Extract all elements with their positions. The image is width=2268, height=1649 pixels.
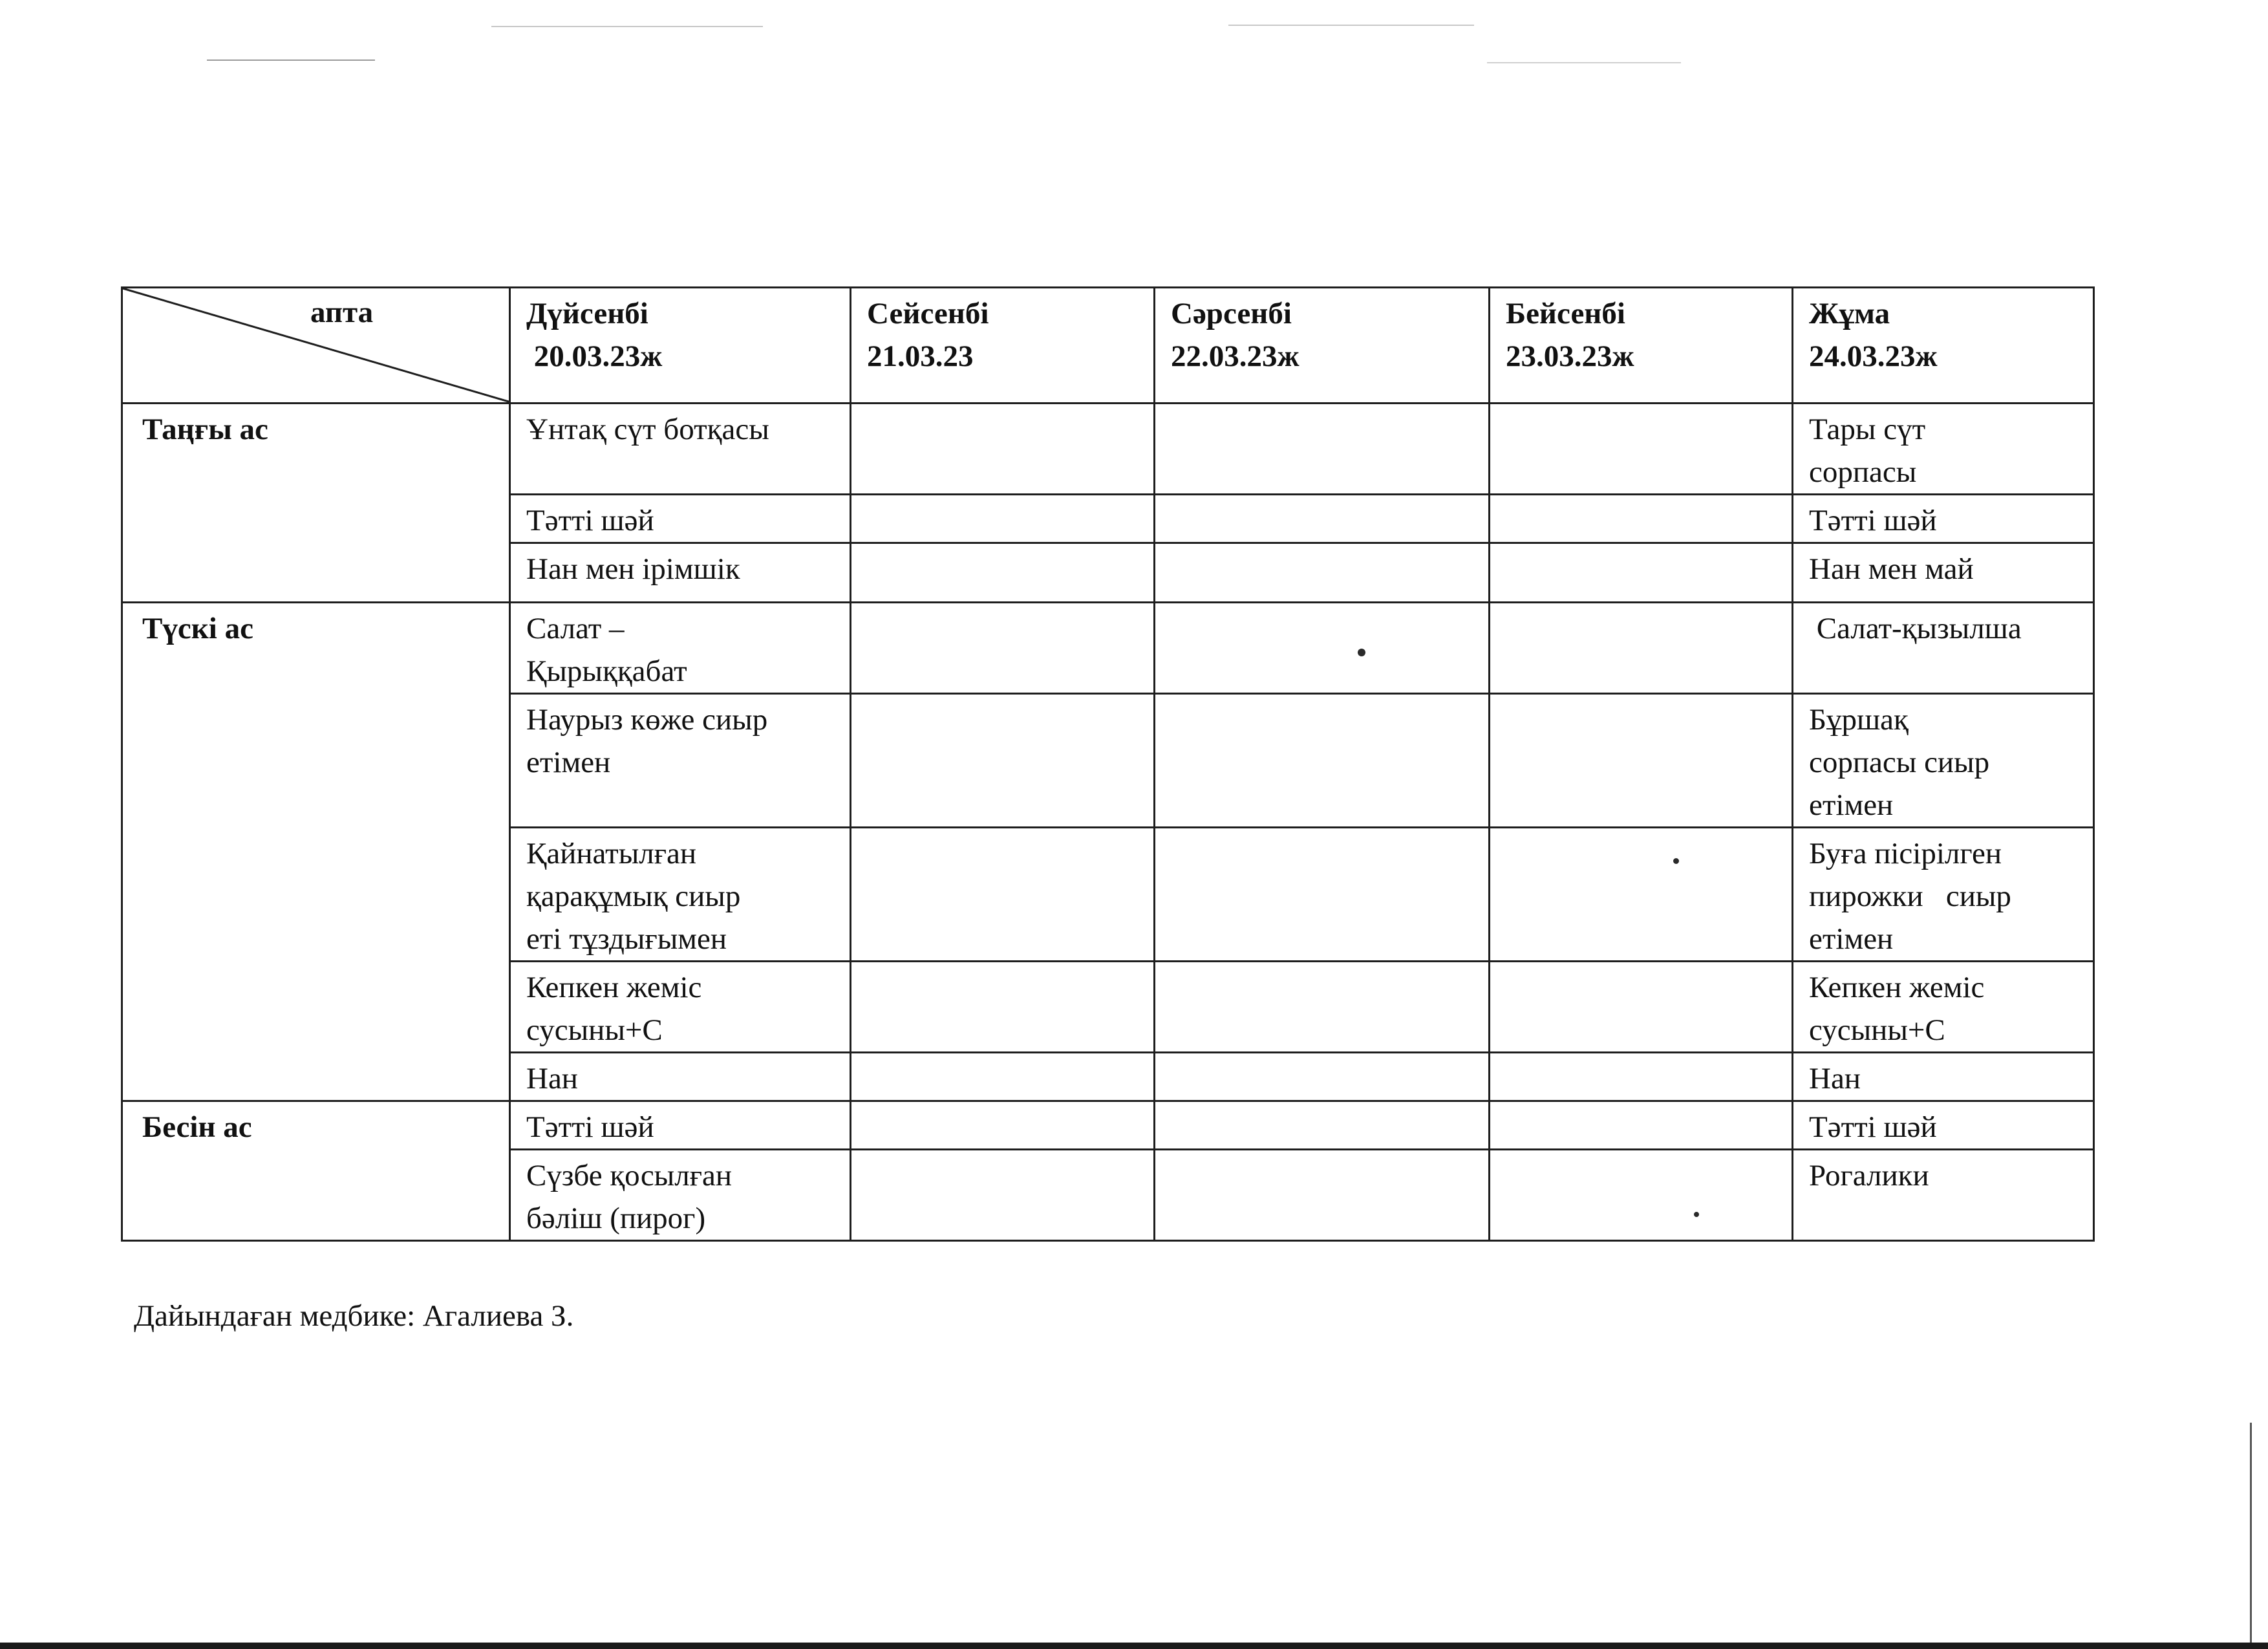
- empty-cell-thursday: [1490, 1053, 1793, 1101]
- dish-line: Тәтті шәй: [1809, 1110, 1937, 1144]
- empty-cell-tuesday: [851, 828, 1155, 962]
- dish-line: етімен: [1809, 788, 1894, 822]
- empty-cell-tuesday: [851, 962, 1155, 1053]
- day-header-wednesday: [1155, 288, 1490, 404]
- empty-cell-thursday: [1490, 962, 1793, 1053]
- dish-line: Тәтті шәй: [526, 504, 654, 537]
- day-name: Жұма: [1809, 297, 1890, 330]
- scan-right-edge: [2250, 1423, 2252, 1643]
- week-label: апта: [310, 296, 374, 329]
- dish-line: Тәтті шәй: [526, 1110, 654, 1144]
- dish-line: сорпасы: [1809, 455, 1917, 489]
- dish-cell-friday: [1793, 962, 2094, 1053]
- empty-cell-thursday: [1490, 694, 1793, 828]
- day-header-thursday: [1490, 288, 1793, 404]
- empty-cell-tuesday: [851, 603, 1155, 694]
- dish-line: Рогалики: [1809, 1159, 1929, 1192]
- empty-cell-wednesday: [1155, 694, 1490, 828]
- dish-cell-monday: [510, 828, 851, 962]
- menu-body: [122, 404, 2094, 1241]
- dish-cell-friday: [1793, 694, 2094, 828]
- empty-cell-tuesday: [851, 543, 1155, 603]
- scan-artifact-line: [1228, 25, 1474, 26]
- dish-line: Қырыққабат: [526, 654, 687, 688]
- dish-line: Буға пісірілген: [1809, 837, 2002, 870]
- empty-cell-tuesday: [851, 1053, 1155, 1101]
- dish-line: еті тұздығымен: [526, 922, 727, 956]
- dish-line: Кепкен жеміс: [526, 971, 702, 1004]
- day-name: Дүйсенбі: [526, 297, 648, 330]
- dish-line: Нан мен ірімшік: [526, 552, 740, 586]
- meal-label: Бесін ас: [122, 1101, 510, 1241]
- dish-cell-friday: [1793, 543, 2094, 603]
- dish-cell-friday: [1793, 1053, 2094, 1101]
- day-date: 21.03.23: [867, 339, 974, 373]
- dish-line: сусыны+С: [1809, 1013, 1945, 1047]
- dish-line: етімен: [1809, 922, 1894, 956]
- dish-line: етімен: [526, 746, 611, 779]
- dish-cell-monday: [510, 962, 851, 1053]
- header-corner-cell: [122, 288, 510, 404]
- empty-cell-wednesday: [1155, 404, 1490, 495]
- prepared-by-note: Дайындаған медбике: Агалиева З.: [134, 1299, 574, 1333]
- dish-line: Наурыз көже сиыр: [526, 703, 768, 737]
- dish-line: Тары сүт: [1809, 413, 1926, 446]
- scan-bottom-edge: [0, 1643, 2268, 1649]
- day-date: 24.03.23ж: [1809, 339, 1938, 373]
- day-name: Сәрсенбі: [1171, 297, 1292, 330]
- empty-cell-tuesday: [851, 694, 1155, 828]
- dish-cell-monday: [510, 495, 851, 543]
- empty-cell-thursday: [1490, 495, 1793, 543]
- menu-row: [122, 1101, 2094, 1150]
- dish-cell-friday: [1793, 828, 2094, 962]
- empty-cell-tuesday: [851, 1150, 1155, 1241]
- empty-cell-wednesday: [1155, 603, 1490, 694]
- menu-row: [122, 603, 2094, 694]
- dish-cell-monday: [510, 694, 851, 828]
- dish-cell-monday: [510, 603, 851, 694]
- dish-line: Салат-қызылша: [1809, 612, 2022, 645]
- dish-line: сорпасы сиыр: [1809, 746, 1990, 779]
- empty-cell-thursday: [1490, 404, 1793, 495]
- day-date: 23.03.23ж: [1506, 339, 1634, 373]
- weekly-menu-table: [121, 286, 2095, 1242]
- dish-line: Нан мен май: [1809, 552, 1974, 586]
- dish-line: Нан: [526, 1062, 578, 1095]
- empty-cell-wednesday: [1155, 1053, 1490, 1101]
- dish-cell-monday: [510, 543, 851, 603]
- empty-cell-tuesday: [851, 495, 1155, 543]
- dish-line: Салат –: [526, 612, 625, 645]
- dish-line: пирожки сиыр: [1809, 879, 2011, 913]
- empty-cell-thursday: [1490, 1150, 1793, 1241]
- dish-line: Бұршақ: [1809, 703, 1909, 737]
- dish-cell-monday: [510, 1101, 851, 1150]
- header-row: [122, 288, 2094, 404]
- day-name: Сейсенбі: [867, 297, 989, 330]
- menu-row: [122, 404, 2094, 495]
- empty-cell-wednesday: [1155, 1150, 1490, 1241]
- day-header-friday: [1793, 288, 2094, 404]
- scan-artifact-line: [491, 26, 763, 27]
- meal-label: Түскі ас: [122, 603, 510, 1101]
- dish-line: Кепкен жеміс: [1809, 971, 1985, 1004]
- empty-cell-thursday: [1490, 603, 1793, 694]
- dish-cell-monday: [510, 1053, 851, 1101]
- day-name: Бейсенбі: [1506, 297, 1625, 330]
- day-date: 22.03.23ж: [1171, 339, 1300, 373]
- empty-cell-wednesday: [1155, 1101, 1490, 1150]
- empty-cell-thursday: [1490, 543, 1793, 603]
- dish-cell-monday: [510, 1150, 851, 1241]
- dish-cell-friday: [1793, 603, 2094, 694]
- empty-cell-wednesday: [1155, 543, 1490, 603]
- dish-line: Қайнатылған: [526, 837, 697, 870]
- empty-cell-wednesday: [1155, 962, 1490, 1053]
- dish-line: Тәтті шәй: [1809, 504, 1937, 537]
- scan-artifact-line: [207, 59, 375, 61]
- scan-artifact-line: [1487, 62, 1681, 63]
- dish-line: сусыны+С: [526, 1013, 663, 1047]
- meal-label: Таңғы ас: [122, 404, 510, 603]
- dish-line: Нан: [1809, 1062, 1861, 1095]
- empty-cell-tuesday: [851, 404, 1155, 495]
- dish-line: бәліш (пирог): [526, 1202, 706, 1235]
- empty-cell-wednesday: [1155, 828, 1490, 962]
- dish-cell-friday: [1793, 404, 2094, 495]
- day-header-monday: [510, 288, 851, 404]
- dish-cell-friday: [1793, 495, 2094, 543]
- dish-line: қарақұмық сиыр: [526, 879, 741, 913]
- day-header-tuesday: [851, 288, 1155, 404]
- day-date: 20.03.23ж: [526, 339, 663, 373]
- dish-line: Ұнтақ сүт ботқасы: [526, 413, 769, 446]
- empty-cell-tuesday: [851, 1101, 1155, 1150]
- dish-cell-friday: [1793, 1150, 2094, 1241]
- dish-cell-friday: [1793, 1101, 2094, 1150]
- empty-cell-thursday: [1490, 828, 1793, 962]
- empty-cell-thursday: [1490, 1101, 1793, 1150]
- dish-cell-monday: [510, 404, 851, 495]
- dish-line: Сүзбе қосылған: [526, 1159, 733, 1192]
- empty-cell-wednesday: [1155, 495, 1490, 543]
